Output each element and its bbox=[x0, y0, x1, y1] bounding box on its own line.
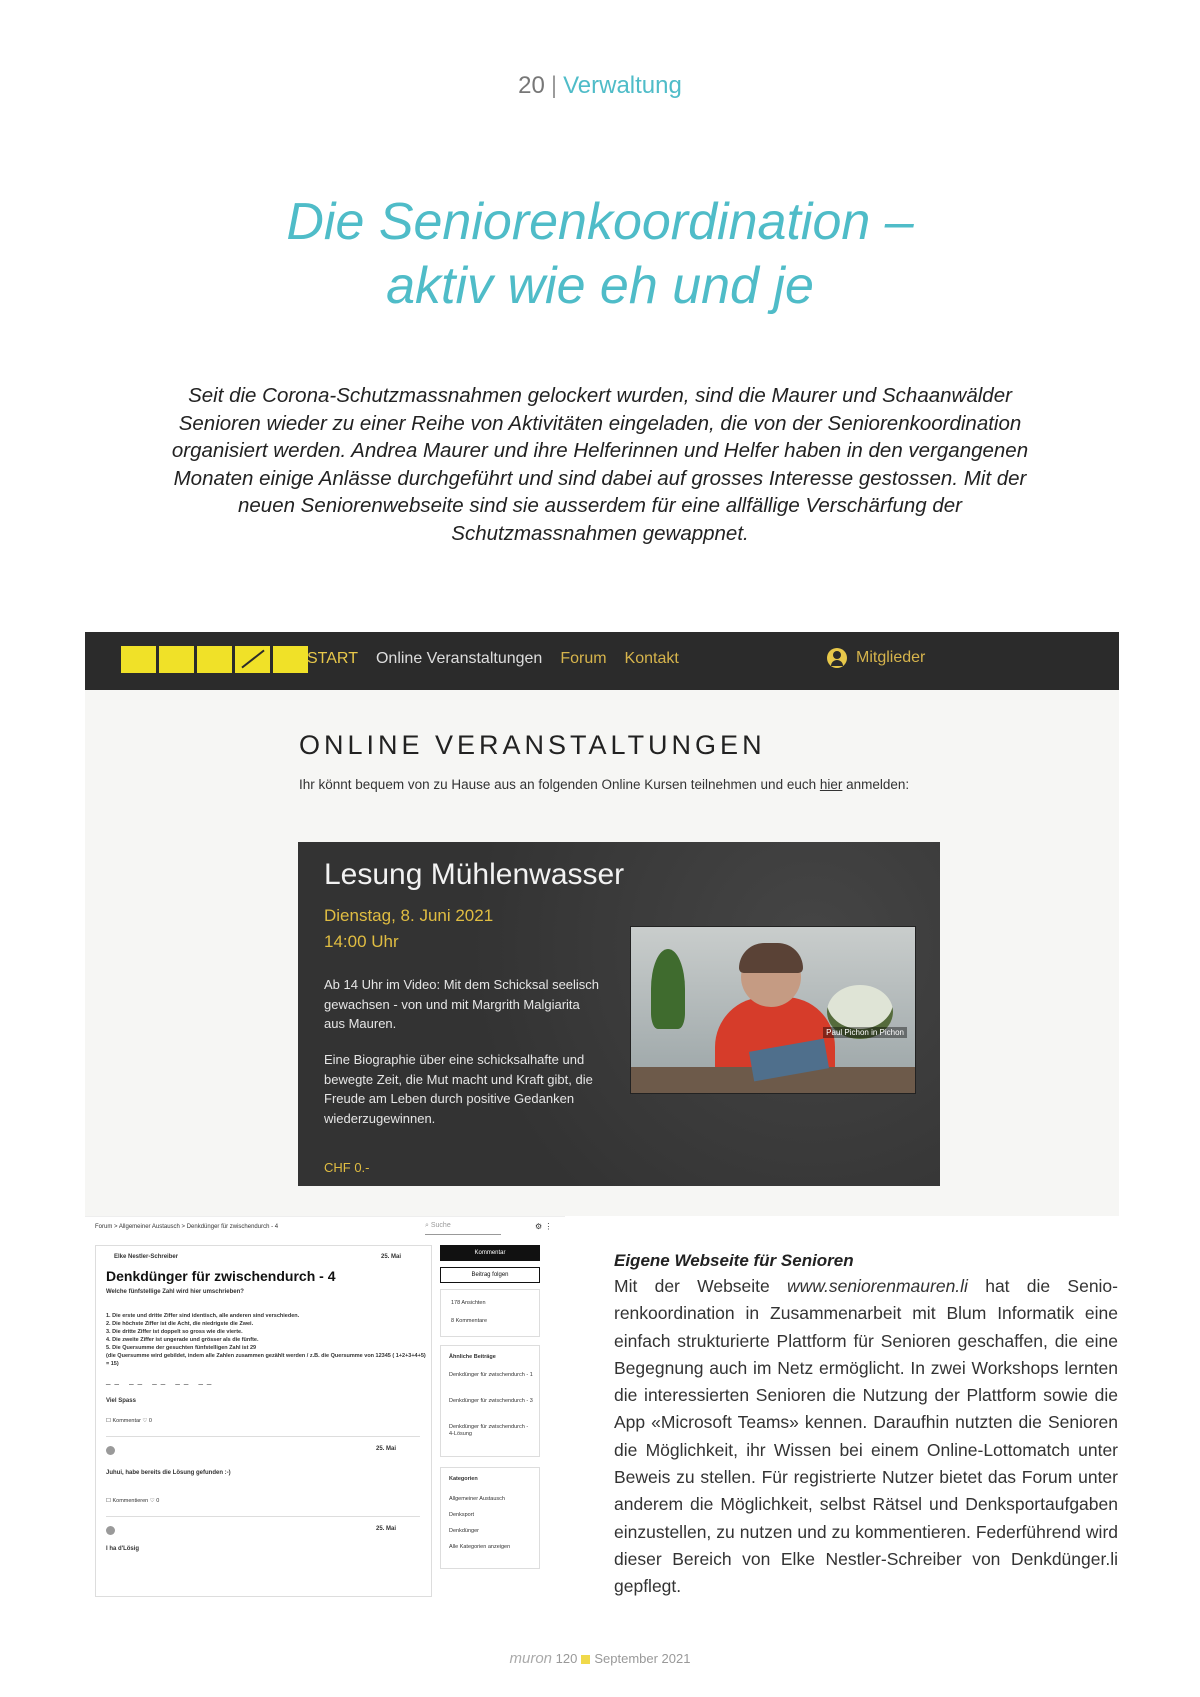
page-footer bbox=[0, 1650, 1200, 1667]
reply-text: I ha d'Lösig bbox=[106, 1546, 140, 1552]
event-card[interactable] bbox=[298, 842, 940, 1186]
article-title bbox=[100, 190, 1100, 318]
body-text: Mit der Webseite bbox=[614, 1276, 788, 1296]
photo-person-hair bbox=[739, 943, 803, 973]
members-label: Mitglieder bbox=[856, 649, 926, 666]
reply-text: Juhui, habe bereits die Lösung gefunden :-) bbox=[106, 1470, 231, 1476]
reply-date: 25. Mai bbox=[376, 1446, 397, 1452]
nav-links bbox=[307, 650, 679, 668]
forum-top-bar bbox=[85, 1217, 565, 1241]
post-rules bbox=[106, 1312, 426, 1368]
comment-label: Kommentar bbox=[112, 1418, 141, 1424]
related-item[interactable]: Denkdünger für zwischendurch - 1 bbox=[449, 1372, 533, 1378]
post-closing: Viel Spass bbox=[106, 1398, 136, 1404]
rule-item: 1. Die erste und dritte Ziffer sind identisch, alle anderen sind verschieden. bbox=[106, 1313, 300, 1319]
site-logo[interactable] bbox=[121, 646, 308, 673]
rule-item: 5. Die Quersumme der gesuchten fünfstelligen Zahl ist 29 bbox=[106, 1345, 257, 1351]
register-link[interactable]: hier bbox=[819, 777, 843, 792]
section-heading: Eigene Webseite für Senioren bbox=[614, 1251, 854, 1270]
divider bbox=[106, 1516, 420, 1517]
event-title: Lesung Mühlenwasser bbox=[324, 858, 625, 891]
category-item[interactable]: Denksport bbox=[449, 1512, 475, 1518]
comment-count: 8 Kommentare bbox=[451, 1318, 488, 1324]
like-count: 0 bbox=[156, 1498, 160, 1504]
members-link[interactable] bbox=[827, 648, 925, 668]
event-description-2: Eine Biographie über eine schicksalhafte und bewegte Zeit, die Mut macht und Kraft gibt, die Freude am Leben durch positive Gedanken wiederzugewinnen. bbox=[324, 1052, 593, 1126]
follow-post-button[interactable]: Beitrag folgen bbox=[440, 1267, 540, 1283]
search-input[interactable]: ⌕ Suche bbox=[425, 1222, 501, 1235]
post-title: Denkdünger für zwischendurch - 4 bbox=[106, 1268, 336, 1284]
category-item[interactable]: Allgemeiner Austausch bbox=[449, 1496, 505, 1502]
subtitle-text: Ihr könnt bequem von zu Hause aus an folgenden Online Kursen teilnehmen und euch bbox=[299, 777, 820, 792]
article-intro: Seit die Corona-Schutzmassnahmen gelockert wurden, sind die Maurer und Schaanwälder Senioren wieder zu einer Reihe von Aktivitäten eingeladen, die von der Seniorenkoordination organisiert werden. Andrea Maurer und ihre Helferinnen und Helfer haben in den vergangenen Monaten einige Anlässe durchgeführt und sind dabei auf grosses Interesse gestossen. Mit der neuen Seniorenwebseite sind sie ausserdem für eine allfällige Verschärfung der Schutzmassnahmen gewappnet. bbox=[171, 384, 1029, 545]
rule-item: 2. Die höchste Ziffer ist die Acht, die niedrigste die Zwei. bbox=[106, 1321, 254, 1327]
related-heading: Ähnliche Beiträge bbox=[449, 1354, 496, 1360]
forum-post bbox=[95, 1245, 432, 1597]
avatar bbox=[106, 1446, 115, 1455]
post-question: Welche fünfstellige Zahl wird hier umschrieben? bbox=[106, 1289, 244, 1295]
online-events-subtitle bbox=[299, 777, 909, 792]
rule-item: (die Quersumme wird gebildet, indem alle Zahlen zusammen gezählt werden / z.B. die Quersumme von 12345 ( 1+2+3+4+5) = 15) bbox=[106, 1353, 426, 1367]
event-description: Ab 14 Uhr im Video: Mit dem Schicksal seelisch gewachsen - von und mit Margrith Malgiarita aus Mauren. bbox=[324, 977, 600, 1031]
logo-block-slash bbox=[235, 646, 270, 673]
article-section bbox=[614, 1248, 1118, 1601]
square-icon bbox=[581, 1655, 590, 1664]
title-line-2: aktiv wie eh und je bbox=[386, 257, 814, 315]
post-date: 25. Mai bbox=[381, 1254, 402, 1260]
divider bbox=[106, 1436, 420, 1437]
issue-date: September 2021 bbox=[594, 1651, 691, 1666]
photo-plant bbox=[651, 949, 685, 1029]
subtitle-text-end: anmelden: bbox=[842, 777, 910, 792]
website-url: www.seniorenmauren.li bbox=[787, 1276, 968, 1296]
page-number: 20 bbox=[518, 72, 545, 99]
title-line-1: Die Seniorenkoordination – bbox=[286, 193, 914, 251]
reply-date: 25. Mai bbox=[376, 1526, 397, 1532]
rule-item: 4. Die zweite Ziffer ist ungerade und grösser als die fünfte. bbox=[106, 1337, 259, 1343]
nav-contact[interactable]: Kontakt bbox=[624, 650, 679, 667]
logo-block bbox=[159, 646, 194, 673]
related-item[interactable]: Denkdünger für zwischendurch - 4-Lösung bbox=[449, 1424, 529, 1437]
rule-item: 3. Die dritte Ziffer ist doppelt so gross wie die vierte. bbox=[106, 1329, 243, 1335]
forum-screenshot bbox=[85, 1216, 565, 1599]
event-date: Dienstag, 8. Juni 2021 bbox=[324, 906, 494, 925]
online-events-heading: ONLINE VERANSTALTUNGEN bbox=[299, 730, 766, 760]
user-icon bbox=[827, 648, 847, 668]
comment-button[interactable]: Kommentar bbox=[440, 1245, 540, 1261]
category-item[interactable]: Denkdünger bbox=[449, 1528, 479, 1534]
like-count: 0 bbox=[148, 1418, 152, 1424]
categories-panel bbox=[440, 1467, 540, 1569]
body-text-continued: hat die Seniorenkoordination in Zusammenarbeit mit Blum Informatik eine einfach strukturierte Plattform für Senioren geschaffen, die eine Begegnung auch im Netz ermöglicht. In zwei Workshops lernten die interessierten Senioren die Nutzung der Plattform sowie die App «Microsoft Teams» kennen. Daraufhin nutzten die Senioren die Möglichkeit, ihr Wissen bei einem Online-Lottomatch unter Beweis zu stellen. Für registrierte Nutzer bietet das Forum unter anderem die Möglichkeit, selbst Rätsel und Denksportaufgaben einzustellen, zu nutzen und zu kommentieren. Federführend wird dieser Bereich von Elke Nestler-Schreiber von Denkdünger.li gepflegt. bbox=[614, 1276, 1118, 1597]
website-screenshot bbox=[85, 632, 1119, 1216]
page-header bbox=[0, 72, 1200, 100]
reply-actions[interactable]: ☐ Kommentieren ♡ 0 bbox=[106, 1498, 160, 1504]
view-count: 178 Ansichten bbox=[451, 1300, 486, 1306]
photo-caption: Paul Pichon in Pichon bbox=[823, 1027, 907, 1038]
nav-online-events[interactable]: Online Veranstaltungen bbox=[375, 650, 543, 667]
breadcrumb[interactable]: Forum > Allgemeiner Austausch > Denkdünger für zwischendurch - 4 bbox=[95, 1224, 279, 1230]
answer-blanks: __ __ __ __ __ bbox=[106, 1376, 216, 1385]
event-time: 14:00 Uhr bbox=[324, 932, 399, 951]
event-photo[interactable] bbox=[630, 926, 916, 1094]
event-price: CHF 0.- bbox=[324, 1160, 370, 1175]
comment-label: Kommentieren bbox=[112, 1498, 149, 1504]
post-author[interactable]: Elke Nestler-Schreiber bbox=[114, 1254, 179, 1260]
gear-icon[interactable]: ⚙ ⋮ bbox=[535, 1222, 553, 1231]
header-separator: | bbox=[550, 72, 558, 99]
nav-start[interactable]: START bbox=[307, 650, 358, 667]
related-posts bbox=[440, 1345, 540, 1457]
post-actions[interactable]: ☐ Kommentar ♡ 0 bbox=[106, 1418, 152, 1424]
logo-block bbox=[197, 646, 232, 673]
category-item[interactable]: Alle Kategorien anzeigen bbox=[449, 1544, 511, 1550]
magazine-name: muron bbox=[509, 1650, 553, 1667]
related-item[interactable]: Denkdünger für zwischendurch - 3 bbox=[449, 1398, 533, 1404]
logo-block bbox=[121, 646, 156, 673]
search-placeholder: Suche bbox=[430, 1222, 451, 1229]
logo-block bbox=[273, 646, 308, 673]
avatar bbox=[106, 1526, 115, 1535]
categories-heading: Kategorien bbox=[449, 1476, 478, 1482]
section-body bbox=[614, 1273, 1118, 1601]
nav-forum[interactable]: Forum bbox=[560, 650, 607, 667]
section-name: Verwaltung bbox=[563, 72, 682, 99]
post-stats bbox=[440, 1289, 540, 1337]
issue-number: 120 bbox=[555, 1651, 578, 1666]
site-nav-bar bbox=[85, 632, 1119, 690]
